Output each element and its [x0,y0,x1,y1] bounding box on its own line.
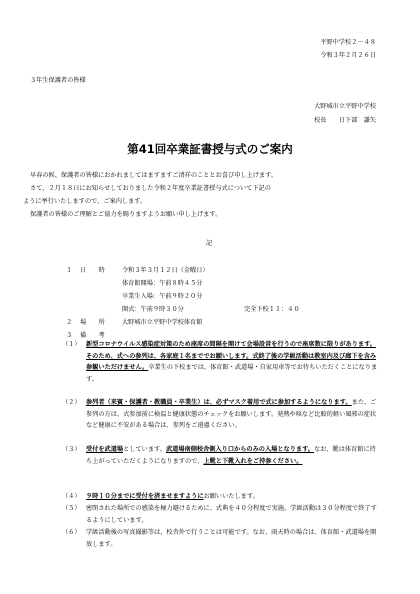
note-2-number: （２） [62,399,81,406]
opening-time: 開式：午前９時３０分 [122,306,184,313]
note-4-emphasis: ９時１０分までに受付を済ませますように [86,493,204,500]
note-4 [62,491,382,503]
note-6-text: 学級活動後の写真撮影等は、校舎外で行うことは可能です。なお、雨天時の場合は、体育館・武道場を開放します。 [86,529,377,548]
remarks-label: 備 考 [80,332,105,339]
intro-line-3: ように挙行いたしますので、ご案内します。 [23,198,147,205]
note-2-emphasis: 参列者（来賓・保護者・教職員・卒業生）は、必ずマスク着用で式に参加するようになります。 [86,399,352,406]
note-2 [62,397,382,432]
note-3-emphasis-3: 上靴と下靴入れをご持参ください。 [203,457,303,465]
note-1-number: （１） [62,341,81,348]
student-entry-time: 卒業生入場：午前９時２０分 [122,293,203,300]
note-1 [62,339,382,386]
note-4-text: お願いいたします。 [203,493,259,500]
date-label: 日 時 [80,267,105,274]
sender-name: 校長 日下部 謙矢 [314,117,376,124]
intro-line-2: さて、２月１８日にお知らせしておりました令和２年度卒業証書授与式について下記の [30,185,271,192]
place-label: 場 所 [80,319,105,326]
gym-open-time: 体育館開場：午前８時４５分 [122,280,203,287]
note-6 [62,527,382,550]
document-title: 第41回卒業証書授与式のご案内 [127,142,293,156]
note-3-text-2: なお、靴は体育館に持ち上がっていただくようになりますので、 [86,446,376,465]
document-number: 平野中学校２－４８ [320,39,376,46]
note-5 [62,503,382,526]
note-2-text: また、ご参列の方は、式参加前に検温と健康状態のチェックをお願いします。発熱や咳など比較的軽い風邪の症状など健康に不安がある場合は、参列をご遠慮ください。 [86,399,377,430]
intro-line-1: 早春の候、保護者の皆様におかれましてはますますご清祥のこととお喜び申し上げます。 [30,172,278,179]
note-1-emphasis: 新型コロナウイルス感染症対策のため座席の間隔を開けて会場設営を行うので座席数に限りがあります。そのため、式への参列は、各家庭１名まででお願いします。式終了後の学級活動は教室内及び廊下を含み参観いただけません。 [86,341,377,372]
note-3-emphasis-1: 受付を武道場 [86,446,124,453]
ki-heading: 記 [206,240,213,247]
note-5-text: 密閉された場所での感染を極力避けるために、式典を４０分程度で実施。学級活動は３０分程度で終了するようにしています。 [86,505,377,524]
note-3-number: （３） [62,446,81,453]
ceremony-date: 令和３年３月１２日（金曜日） [122,267,209,274]
note-3-text-1: としています。 [123,446,166,453]
issue-date: 令和３年２月２６日 [320,52,376,59]
note-4-number: （４） [62,493,81,500]
intro-line-4: 保護者の皆様のご理解とご協力を賜りますようお願い申し上げます。 [30,211,222,218]
ceremony-place: 大野城市立平野中学校体育館 [122,319,203,326]
addressee: ３年生保護者の皆様 [30,77,86,84]
item-number-1: １ [66,267,73,274]
dismissal-time: 完全下校１１：４０ [244,306,300,313]
note-1-text: 卒業生の下校までは、体育館・武道場・自家用車等でお待ちいただくことになります。 [86,364,378,384]
item-number-3: ３ [66,332,73,339]
note-6-number: （６） [62,529,81,536]
item-number-2: ２ [66,319,73,326]
note-5-number: （５） [62,505,81,512]
sender-organization: 大野城市立平野中学校 [314,103,376,110]
note-3 [62,444,382,467]
note-3-emphasis-2: 武道場南側校舎側入り口からのみの入場となります。 [165,446,314,453]
